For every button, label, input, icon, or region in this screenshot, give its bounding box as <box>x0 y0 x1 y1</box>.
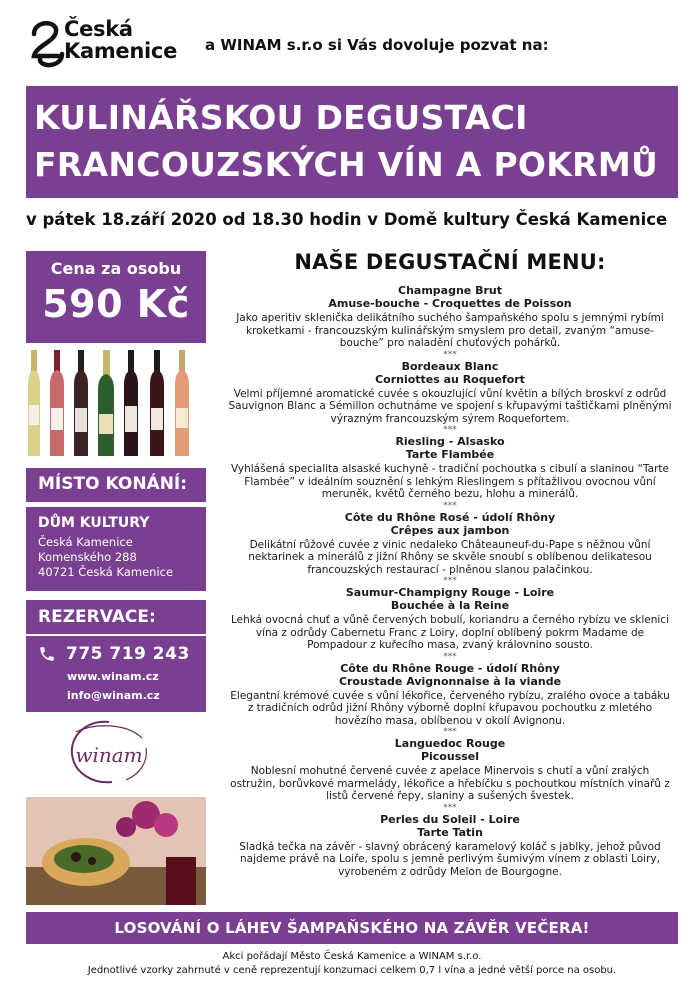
invite-text: a WINAM s.r.o si Vás dovoluje pozvat na: <box>205 36 549 54</box>
course-wine: Bordeaux Blanc <box>401 359 499 373</box>
phone-icon <box>38 645 56 663</box>
course-wine: Perles du Soleil - Loire <box>380 812 520 826</box>
course-description: Lehká ovocná chuť a vůně červených bobulí, koriandru a černého rybízu ve sklenici vína z odrůdy Cabernetu Franc z Loiry, doplní oblíbený pokrm Madame de Pompadour z kuřecího masa, zvaný královnino sousto. <box>230 614 670 651</box>
banner-line-1: KULINÁŘSKOU DEGUSTACI <box>34 98 528 137</box>
menu-separator: *** <box>443 425 457 435</box>
course-dish: Crêpes aux jambon <box>390 523 510 537</box>
event-date-line: v pátek 18.září 2020 od 18.30 hodin v Domě kultury Česká Kamenice <box>26 210 668 229</box>
venue-line-3: 40721 Česká Kamenice <box>38 565 174 579</box>
logo-text-line1: Česká <box>64 17 133 41</box>
course-description: Delikátní růžové cuvée z vinic nedaleko Châteauneuf-du-Pape s něžnou vůní nektarinek a minerálů z jižní Rhôny se skvěle snoubí s oblíbenou delikatesou francouzských restaurací - plněnou slanou palačinkou. <box>248 538 652 576</box>
ceska-kamenice-logo <box>28 14 188 72</box>
course-dish: Croustade Avignonnaise à la viande <box>338 674 562 688</box>
winam-logo <box>66 718 152 788</box>
lottery-banner: LOSOVÁNÍ O LÁHEV ŠAMPAŇSKÉHO NA ZÁVĚR VEČERA! <box>26 912 678 944</box>
tasting-menu <box>222 250 678 878</box>
course-wine: Languedoc Rouge <box>394 737 506 750</box>
course-description: Elegantní krémové cuvée s vůní lékořice, červeného rybízu, zralého ovoce a tabáku z tradičních odrůd jižní Rhôny výborně doplní křupavou pochoutku z mletého hovězího masa, oblíbenou v okolí Avignonu. <box>230 689 670 727</box>
menu-course <box>222 284 678 350</box>
menu-course <box>222 737 678 803</box>
course-description: Vyhlášená specialita alsaské kuchyně - tradiční pochoutka s cibulí a slaninou “Tarte Flambée” v ideálním souznění s lehkým Rieslingem s přítažlivou ovocnou vůní meruněk, květů černého bezu, hlohu a minerálů. <box>231 463 669 500</box>
footer-line-2: Jednotlivé vzorky zahrnuté v ceně reprezentují konzumaci celkem 0,7 l vína a jedné větší porce na osobu. <box>87 965 617 976</box>
course-dish: Amuse-bouche - Croquettes de Poisson <box>328 297 572 310</box>
course-description: Jako aperitiv sklenička delikátního suchého šampaňského spolu s jemnými rybími kroketkami - francouzským kulinářským smyslem pro detail, zvaným “amuse-bouche” pro naladění chuťových pohárků. <box>236 312 664 349</box>
phone-number: 775 719 243 <box>66 644 190 664</box>
menu-separator: *** <box>443 802 457 813</box>
menu-separator: *** <box>443 500 457 511</box>
course-description: Sladká tečka na závěr - slavný obrácený karamelový koláč s jablky, jehož původ najdeme právě na Loiře, spolu s jemně perlivým šumivým vínem z oblasti Loiry, vyrobeném z odrůdy Melon de Bourgogne. <box>239 840 661 878</box>
footer-line-1: Akci pořádají Město Česká Kamenice a WINAM s.r.o. <box>222 951 482 962</box>
menu-separator: *** <box>443 349 457 360</box>
menu-course <box>222 435 678 501</box>
reservation-heading: REZERVACE: <box>26 600 206 634</box>
logo-text <box>64 18 177 62</box>
menu-course <box>222 586 678 652</box>
price-box <box>26 251 206 343</box>
course-wine: Côte du Rhône Rosé - údolí Rhôny <box>344 510 556 524</box>
menu-separator: *** <box>443 651 457 662</box>
footer <box>26 950 678 978</box>
menu-course <box>222 360 678 426</box>
venue-heading: MÍSTO KONÁNÍ: <box>26 468 206 502</box>
title-banner <box>26 86 678 198</box>
venue-line-1: Česká Kamenice <box>38 535 133 549</box>
price-label: Cena za osobu <box>50 259 182 278</box>
banner-line-2: FRANCOUZSKÝCH VÍN A POKRMŮ <box>34 145 659 184</box>
menu-course <box>222 511 678 577</box>
course-wine: Riesling - Alsasko <box>395 435 505 448</box>
course-wine: Saumur-Champigny Rouge - Loire <box>345 586 555 599</box>
menu-course <box>222 813 678 879</box>
email-link[interactable]: info@winam.cz <box>67 689 160 702</box>
food-photo <box>26 797 206 905</box>
course-dish: Picoussel <box>420 750 480 763</box>
course-dish: Tarte Tatin <box>417 825 483 839</box>
venue-line-2: Komenského 288 <box>38 550 137 564</box>
course-dish: Corniottes au Roquefort <box>375 372 525 386</box>
course-description: Velmi příjemné aromatické cuvée s okouzlující vůní květin a bílých broskví z odrůd Sauvignon Blanc a Sémillon ochutnáme ve spojení s křupavými taštičkami plněnými výrazným francouzským sýrem Roquefortem. <box>228 387 672 425</box>
price-value: 590 Kč <box>42 282 190 326</box>
venue-name: DŮM KULTURY <box>38 515 150 531</box>
course-wine: Côte du Rhône Rouge - údolí Rhôny <box>340 661 560 675</box>
logo-text-line2: Kamenice <box>64 39 178 63</box>
winam-logo-text: winam <box>75 743 143 767</box>
course-dish: Tarte Flambée <box>405 448 495 461</box>
phone-row[interactable] <box>38 644 206 664</box>
venue-details <box>26 507 206 591</box>
website-link[interactable]: www.winam.cz <box>67 670 159 683</box>
menu-separator: *** <box>443 576 457 586</box>
menu-separator: *** <box>443 727 457 737</box>
course-description: Noblesní mohutné červené cuvée z apelace Minervois s chutí a vůní zralých ostružin, borůvkové marmelády, lékořice a hřebíčku s pochoutkou místních vinařů z listů červené řepy, slaniny a sušených švestek. <box>230 765 670 802</box>
reservation-details <box>26 636 206 712</box>
ck-logo-mark-icon <box>28 14 68 72</box>
wine-bottles-image <box>26 350 206 460</box>
menu-course <box>222 662 678 728</box>
menu-title: NAŠE DEGUSTAČNÍ MENU: <box>294 250 606 274</box>
course-dish: Bouchée à la Reine <box>390 599 510 612</box>
course-wine: Champagne Brut <box>398 284 502 297</box>
